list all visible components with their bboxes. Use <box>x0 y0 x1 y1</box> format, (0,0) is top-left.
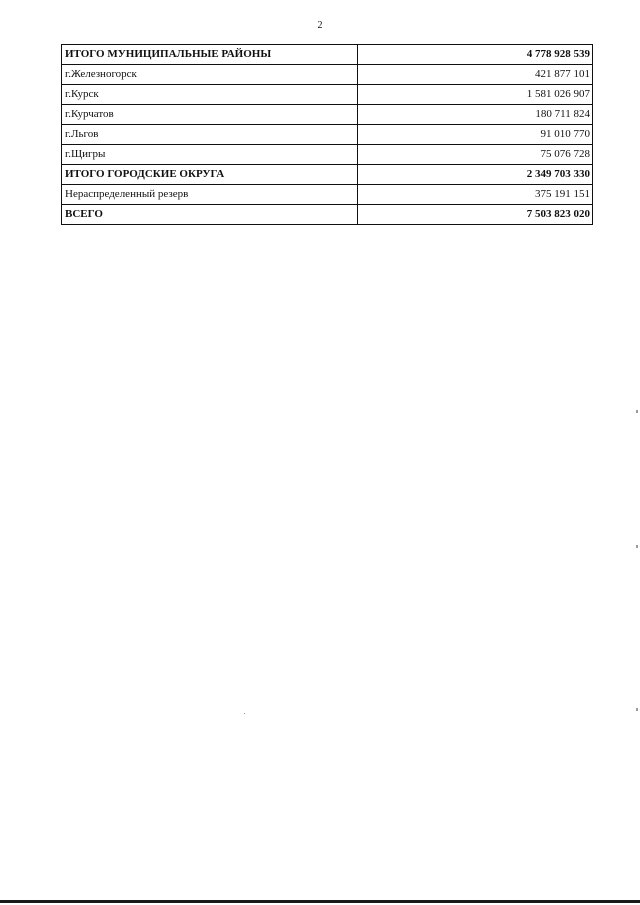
row-value: 375 191 151 <box>358 185 593 205</box>
page-number: 2 <box>317 20 323 31</box>
budget-table <box>61 44 593 225</box>
row-value: 4 778 928 539 <box>358 45 593 65</box>
row-name: г.Курчатов <box>62 105 358 125</box>
row-value: 91 010 770 <box>358 125 593 145</box>
table-row <box>62 85 593 105</box>
row-value: 1 581 026 907 <box>358 85 593 105</box>
row-value: 421 877 101 <box>358 65 593 85</box>
row-value: 75 076 728 <box>358 145 593 165</box>
scan-edge-mark <box>636 708 638 711</box>
row-name: ВСЕГО <box>62 205 358 225</box>
table-row <box>62 185 593 205</box>
table-row <box>62 205 593 225</box>
table-row <box>62 105 593 125</box>
scan-edge-mark <box>636 545 638 548</box>
row-value: 7 503 823 020 <box>358 205 593 225</box>
table-row <box>62 125 593 145</box>
table-row <box>62 65 593 85</box>
scan-bottom-edge <box>0 900 640 903</box>
row-value: 180 711 824 <box>358 105 593 125</box>
table-row <box>62 145 593 165</box>
scan-edge-mark <box>636 410 638 413</box>
row-name: г.Курск <box>62 85 358 105</box>
row-name: г.Железногорск <box>62 65 358 85</box>
row-name: ИТОГО МУНИЦИПАЛЬНЫЕ РАЙОНЫ <box>62 45 358 65</box>
row-value: 2 349 703 330 <box>358 165 593 185</box>
table-row <box>62 165 593 185</box>
row-name: Нераспределенный резерв <box>62 185 358 205</box>
row-name: г.Щигры <box>62 145 358 165</box>
scan-speck <box>244 713 245 714</box>
table-row <box>62 45 593 65</box>
row-name: ИТОГО ГОРОДСКИЕ ОКРУГА <box>62 165 358 185</box>
row-name: г.Льгов <box>62 125 358 145</box>
